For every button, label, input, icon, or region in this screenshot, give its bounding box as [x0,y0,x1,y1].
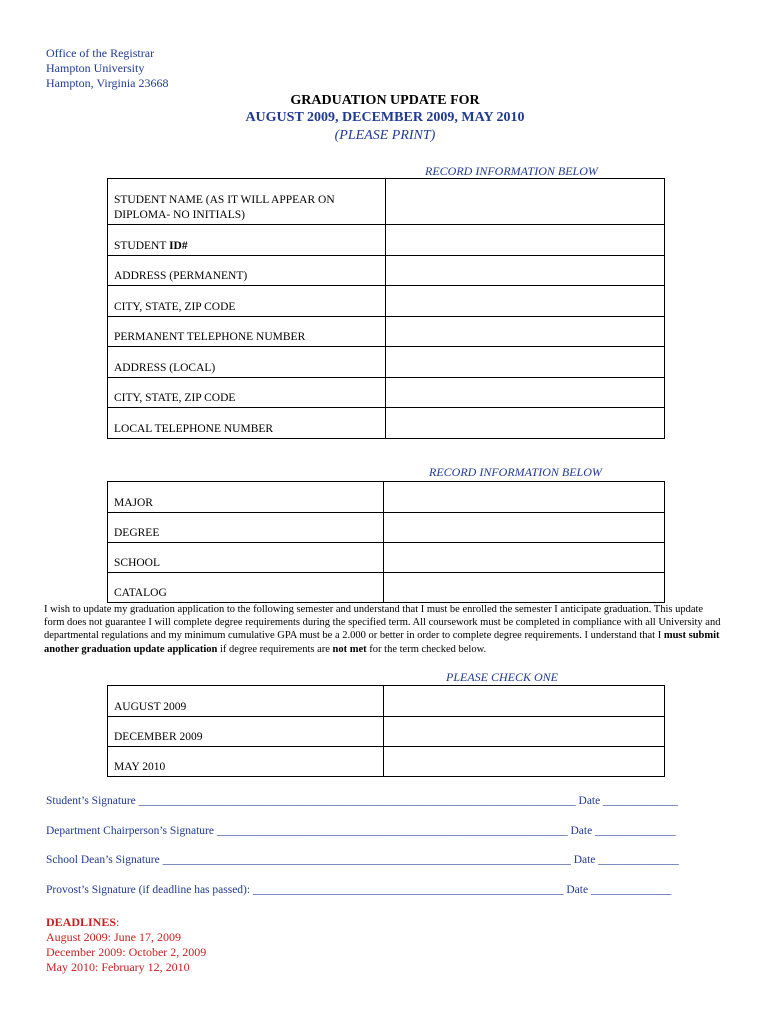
term-december-2009-checkbox[interactable] [384,717,665,747]
catalog-field[interactable] [384,573,665,603]
permanent-telephone-label: PERMANENT TELEPHONE NUMBER [108,317,386,347]
dean-signature-label: School Dean’s Signature [46,854,163,866]
degree-label: DEGREE [108,513,384,543]
program-info-table [107,481,665,603]
deadline-may-2010: May 2010: February 12, 2010 [46,960,190,974]
office-line: Office of the Registrar [46,46,155,60]
permanent-city-state-zip-label: CITY, STATE, ZIP CODE [108,286,386,317]
student-id-label: STUDENT ID# [108,225,386,256]
local-telephone-label: LOCAL TELEPHONE NUMBER [108,408,386,439]
term-may-2010-label: MAY 2010 [108,747,384,777]
chairperson-signature-date[interactable]: Date ______________ [567,825,676,837]
student-signature-date[interactable]: Date _____________ [575,795,678,807]
form-title: GRADUATION UPDATE FOR [290,93,480,108]
permanent-address-field[interactable] [386,256,665,286]
student-signature-row [46,795,678,807]
university-line: Hampton University [46,61,145,75]
term-may-2010-checkbox[interactable] [384,747,665,777]
provost-signature-label: Provost’s Signature (if deadline has passed): [46,884,253,896]
catalog-label: CATALOG [108,573,384,603]
dean-signature-row [46,854,679,866]
chairperson-signature-line[interactable]: _____________________________________________________________ [216,825,568,837]
dean-signature-line[interactable]: _______________________________________________________________________ [162,854,571,866]
agreement-paragraph: I wish to update my graduation application to the following semester and understand that I must be enrolled the semester I anticipate graduation. This update form does not guarantee I will complete degree requirements during the specified term. All coursework must be completed in compliance with all University and departmental regulations and my minimum cumulative GPA must be a 2.000 or better in order to complete degree requirements. I understand that I must submit another graduation update application if degree requirements are not met for the term checked below. [44,604,721,655]
deadline-august-2009: August 2009: June 17, 2009 [46,930,181,944]
registrar-address [46,46,169,91]
degree-field[interactable] [384,513,665,543]
term-august-2009-checkbox[interactable] [384,686,665,717]
deadlines-heading: DEADLINES: [46,915,120,929]
local-city-state-zip-field[interactable] [386,378,665,408]
student-id-field[interactable] [386,225,665,256]
student-signature-line[interactable]: ____________________________________________________________________________ [138,795,576,807]
permanent-city-state-zip-field[interactable] [386,286,665,317]
record-info-label-2: RECORD INFORMATION BELOW [429,465,602,479]
city-line: Hampton, Virginia 23668 [46,76,169,90]
student-name-field[interactable] [386,179,665,225]
term-december-2009-label: DECEMBER 2009 [108,717,384,747]
student-info-table [107,178,665,439]
major-field[interactable] [384,482,665,513]
dean-signature-date[interactable]: Date ______________ [570,854,679,866]
school-label: SCHOOL [108,543,384,573]
deadlines-block [46,915,206,975]
form-terms: AUGUST 2009, DECEMBER 2009, MAY 2010 [245,110,525,125]
school-field[interactable] [384,543,665,573]
local-address-label: ADDRESS (LOCAL) [108,347,386,378]
provost-signature-line[interactable]: ______________________________________________________ [252,884,564,896]
please-print-note: (PLEASE PRINT) [334,128,436,143]
student-name-label: STUDENT NAME (AS IT WILL APPEAR ON DIPLOMA- NO INITIALS) [108,179,386,225]
chairperson-signature-label: Department Chairperson’s Signature [46,825,217,837]
provost-signature-row [46,884,671,896]
permanent-telephone-field[interactable] [386,317,665,347]
provost-signature-date[interactable]: Date ______________ [563,884,672,896]
permanent-address-label: ADDRESS (PERMANENT) [108,256,386,286]
chairperson-signature-row [46,825,676,837]
student-signature-label: Student’s Signature [46,795,139,807]
local-telephone-field[interactable] [386,408,665,439]
deadline-december-2009: December 2009: October 2, 2009 [46,945,207,959]
record-info-label-1: RECORD INFORMATION BELOW [425,164,598,178]
local-city-state-zip-label: CITY, STATE, ZIP CODE [108,378,386,408]
please-check-one-label: PLEASE CHECK ONE [446,670,559,684]
major-label: MAJOR [108,482,384,513]
local-address-field[interactable] [386,347,665,378]
term-selection-table [107,685,665,777]
term-august-2009-label: AUGUST 2009 [108,686,384,717]
